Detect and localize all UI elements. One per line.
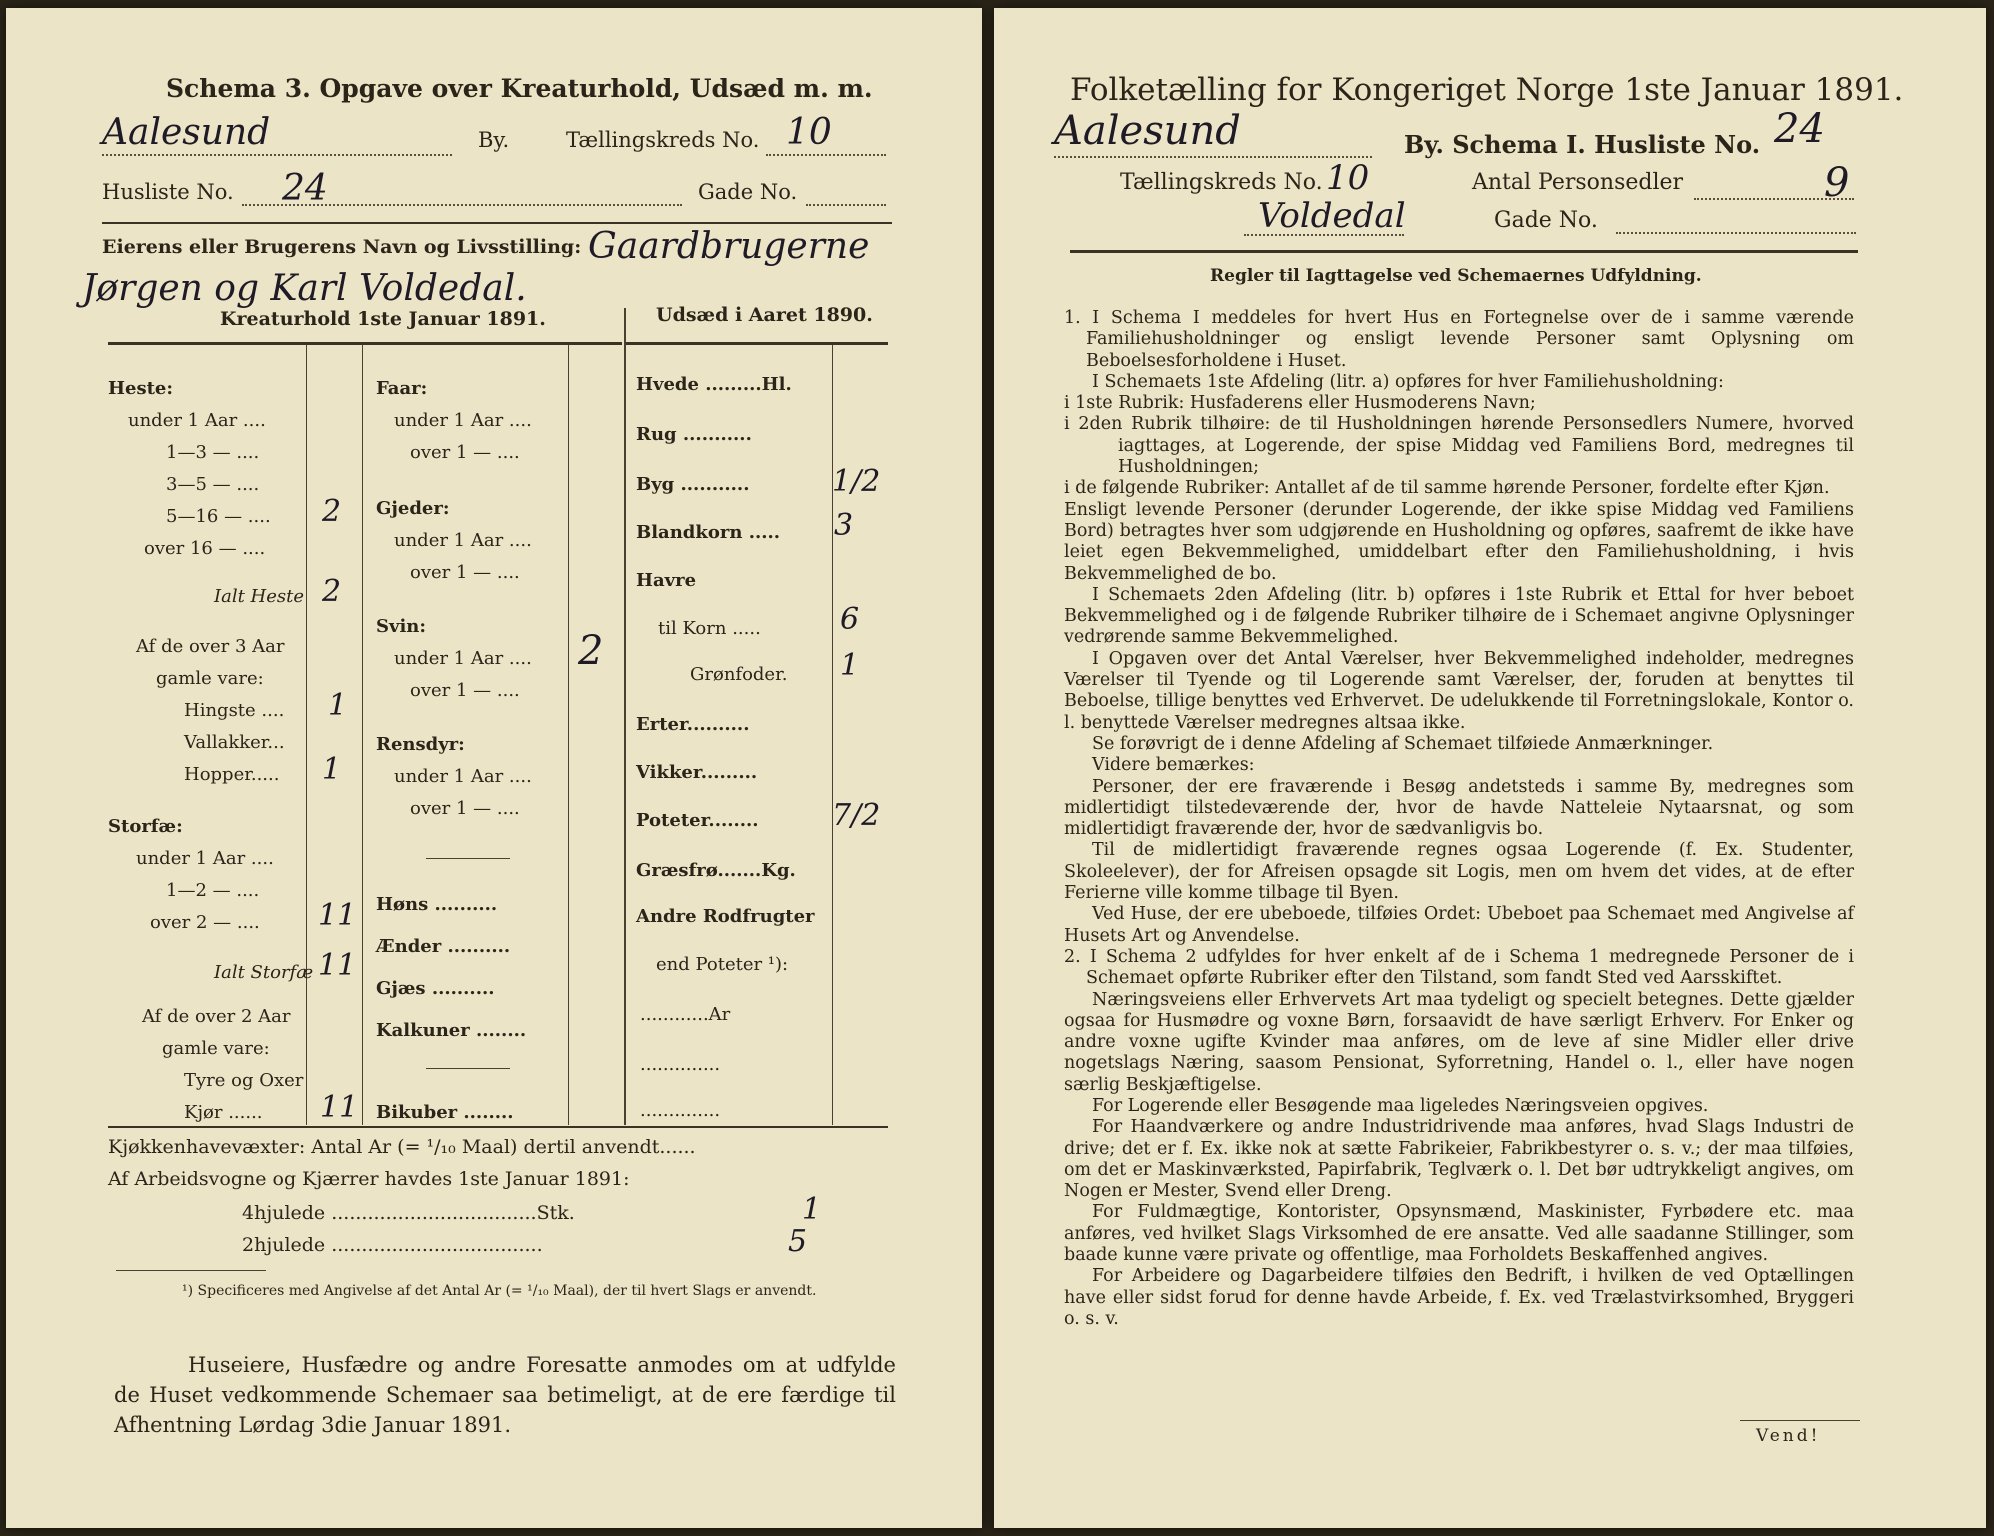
rule-14: 2. I Schema 2 udfyldes for hver enkelt af de i Schema 1 medregnede Personer de i Schemaet opførte Rubriker efter den Tilstand, som fandt Sted ved Aarsskiftet. [1064, 946, 1854, 989]
hjul4-value: 1 [802, 1192, 822, 1227]
heste-header: Heste: [108, 378, 174, 399]
hjul2-value: 5 [788, 1224, 808, 1259]
storfae-under1: under 1 Aar .... [136, 848, 274, 869]
kreds-value-right: 10 [1326, 158, 1370, 198]
havre-til-korn-value: 6 [840, 602, 860, 637]
rule-5: i de følgende Rubriker: Antallet af de til samme hørende Personer, fordelte efter Kjøn. [1064, 478, 1830, 499]
town-handwritten-right: Aalesund [1054, 108, 1241, 154]
rule-10: Videre bemærkes: [1092, 755, 1255, 776]
poteter-value: 7/2 [832, 798, 881, 833]
kreds-label: Tællingskreds No. [566, 128, 760, 152]
ialt-heste-value: 2 [322, 574, 342, 609]
storfae-over2: over 2 — .... [150, 912, 260, 933]
rensdyr-over1: over 1 — .... [410, 798, 520, 819]
gjeder-over1: over 1 — .... [410, 562, 520, 583]
faar-header: Faar: [376, 378, 428, 399]
hons: Høns .......... [376, 894, 498, 915]
blandkorn-value: 3 [834, 508, 854, 543]
storfae-over2-value: 11 [318, 898, 357, 933]
rule-13: Ved Huse, der ere ubeboede, tilføies Ordet: Ubeboet paa Schemaet med Angivelse af Husets Art og Anvendelse. [1064, 904, 1854, 946]
rules-text [1064, 308, 1854, 1330]
hopper-value: 1 [322, 752, 342, 787]
rule-15: Næringsveiens eller Erhvervets Art maa tydeligt og specielt betegnes. Dette gjælder ogsaa for Husmødre og voxne Børn, forsaavidt de have særligt Erhverv. For Enker og andre voxne ugifte Kvinder maa anføres, om de leve af sine Midler eller drive nogetslags Næring, saasom Pensionat, Syforretning, Handel o. l., eller have nogen særlig Beskjæftigelse. [1064, 989, 1854, 1095]
rule-9: Se forøvrigt de i denne Afdeling af Schemaet tilføiede Anmærkninger. [1092, 733, 1714, 754]
bikuber: Bikuber ........ [376, 1102, 514, 1123]
havre: Havre [636, 570, 697, 591]
rule-19: For Arbeidere og Dagarbeidere tilføies den Bedrift, i hvilken de ved Optællingen have eller sidst forud for denne havde Arbeide, f. Ex. ved Trælastvirksomhed, Bryggeri o. s. v. [1064, 1266, 1854, 1329]
heste-5-16: 5—16 — .... [166, 506, 271, 527]
gjeder-under1: under 1 Aar .... [394, 530, 532, 551]
rule-4: i 2den Rubrik tilhøire: de til Husholdningen hørende Personsedlers Numere, hvorved iagttages, at Logerende, der spise Middag ved Familiens Bord, medregnes til Husholdningen; [1064, 414, 1854, 478]
blandkorn: Blandkorn ..... [636, 522, 781, 543]
havre-til-korn: til Korn ..... [658, 618, 761, 639]
af-over-2-aar: Af de over 2 Aar [142, 1006, 291, 1027]
byg-value: 1/2 [832, 464, 881, 499]
af-over-3-aar: Af de over 3 Aar [136, 636, 285, 657]
gade-label-right: Gade No. [1494, 208, 1598, 233]
ialt-storfae-value: 11 [318, 948, 357, 983]
storfae-1-2: 1—2 — .... [166, 880, 260, 901]
antal-personsedler-value: 9 [1824, 160, 1850, 206]
kjokkenhave-line: Kjøkkenhavevæxter: Antal Ar (= ¹/₁₀ Maal) dertil anvendt...... [108, 1136, 696, 1158]
hingste: Hingste .... [184, 700, 285, 721]
rule-18: For Fuldmægtige, Kontorister, Opsynsmænd, Maskinister, Fyrbødere etc. maa anføres, ved hvilket Slags Virksomhed de ere ansatte. Ved alle saadanne Stillinger, som baade kunne være private og offentlige, maa Forholdets Beskaffenhed angives. [1064, 1202, 1854, 1266]
schema-3-title: Schema 3. Opgave over Kreaturhold, Udsæd m. m. [166, 74, 873, 103]
heste-under1: under 1 Aar .... [128, 410, 266, 431]
faar-under1: under 1 Aar .... [394, 410, 532, 431]
ialt-heste: Ialt Heste [214, 586, 305, 607]
heste-over16: over 16 — .... [144, 538, 266, 559]
left-page [6, 8, 982, 1528]
closing-note: Huseiere, Husfædre og andre Foresatte anmodes om at udfylde de Huset vedkommende Schemaer saa betimeligt, at de ere færdige til Afhentning Lørdag 3die Januar 1891. [114, 1353, 896, 1437]
section-udsaed: Udsæd i Aaret 1890. [656, 304, 873, 326]
heste-5-16-value: 2 [322, 494, 342, 529]
rensdyr-under1: under 1 Aar .... [394, 766, 532, 787]
rule-17: For Haandværkere og andre Industridrivende maa anføres, hvad Slags Industri de drive; det er f. Ex. ikke nok at sætte Fabrikeier, Fabrikbestyrer o. s. v.; der maa tilføies, om det er Maskinværksted, Papirfabrik, Teglværk o. l. Det bør udtrykkeligt angives, om Nogen er Mester, Svend eller Dreng. [1064, 1117, 1854, 1202]
kjor: Kjør ...... [184, 1102, 263, 1123]
svin-over1: over 1 — .... [410, 680, 520, 701]
vallakker: Vallakker... [184, 732, 285, 753]
tyre-og-oxer: Tyre og Oxer [184, 1070, 304, 1091]
rug: Rug ........... [636, 424, 752, 445]
by-schema-husliste: By. Schema I. Husliste No. [1404, 130, 1761, 159]
census-title: Folketælling for Kongeriget Norge 1ste Januar 1891. [1070, 72, 1904, 108]
gade-handwritten: Voldedal [1258, 196, 1406, 236]
aender: Ænder .......... [376, 936, 511, 957]
graesfro: Græsfrø.......Kg. [636, 860, 796, 881]
rule-6: Ensligt levende Personer (derunder Logerende, der ikke spise Middag ved Familiens Bord) betragtes hver som udgjørende en Husholdning og opføres, saafremt de ikke have leiet egen Bekvemmelighed, umiddelbart efter den Familiehusholdning, i hvis Bekvemmelighed de bo. [1064, 499, 1854, 584]
section-kreaturhold: Kreaturhold 1ste Januar 1891. [220, 308, 546, 330]
footnote: ¹) Specificeres med Angivelse af det Antal Ar (= ¹/₁₀ Maal), der til hvert Slags er anvendt. [182, 1283, 817, 1299]
hvede: Hvede .........Hl. [636, 374, 792, 395]
andre-rodfrugter: Andre Rodfrugter [636, 906, 815, 927]
hopper: Hopper..... [184, 764, 280, 785]
gjaes: Gjæs .......... [376, 978, 495, 999]
rensdyr-header: Rensdyr: [376, 734, 465, 755]
hjul2-label: 2hjulede ................................... [242, 1234, 543, 1256]
poteter: Poteter........ [636, 810, 759, 831]
right-page [994, 8, 1986, 1528]
by-label: By. [478, 128, 510, 152]
hjul4-label: 4hjulede ..................................Stk. [242, 1202, 575, 1224]
antal-personsedler-label: Antal Personsedler [1472, 170, 1684, 195]
svin-under1-value: 2 [578, 628, 604, 674]
vikker: Vikker......... [636, 762, 758, 783]
husliste-value-right: 24 [1774, 106, 1825, 152]
byg: Byg ........... [636, 474, 750, 495]
andre-blank-1: .............. [640, 1054, 721, 1075]
erter: Erter.......... [636, 714, 750, 735]
owner-label: Eierens eller Brugerens Navn og Livsstilling: [102, 236, 582, 258]
ialt-storfae: Ialt Storfæ [214, 962, 314, 983]
kjor-value: 11 [320, 1090, 359, 1125]
gamle-vare-2: gamle vare: [162, 1038, 270, 1059]
kreds-value: 10 [786, 112, 832, 153]
end-poteter: end Poteter ¹): [656, 954, 789, 975]
husliste-label: Husliste No. [102, 180, 234, 204]
rule-12: Til de midlertidigt fraværende regnes ogsaa Logerende (f. Ex. Studenter, Skoleelever), der for Afreisen opsagde sit Logis, men om hvem det vides, at de efter Ferierne ville komme tilbage til Byen. [1064, 840, 1854, 904]
rule-11: Personer, der ere fraværende i Besøg andetsteds i samme By, medregnes som midlertidigt tilstedeværende der, hvor de havde Natteleie Nytaarsnat, og som midlertidigt fraværende der, hvor de sædvanligvis bo. [1064, 776, 1854, 840]
andre-ar: ............Ar [640, 1004, 731, 1025]
rule-2: I Schemaets 1ste Afdeling (litr. a) opføres for hver Familiehusholdning: [1092, 371, 1724, 392]
havre-gronfoder: Grønfoder. [690, 664, 788, 685]
rule-3: i 1ste Rubrik: Husfaderens eller Husmoderens Navn; [1064, 393, 1536, 414]
vend-label: Vend! [1756, 1426, 1821, 1446]
rule-8: I Opgaven over det Antal Værelser, hver Bekvemmelighed indeholder, medregnes Værelser til Tyende og til Logerende samt Værelser, der, foruden at benyttes til Beboelse, tillige benyttes ved Erhvervet. De udelukkende til Forretningslokale, Kontor o. l. benyttede Værelser medregnes altsaa ikke. [1064, 648, 1854, 733]
gjeder-header: Gjeder: [376, 498, 450, 519]
heste-3-5: 3—5 — .... [166, 474, 260, 495]
town-handwritten: Aalesund [102, 112, 271, 153]
faar-over1: over 1 — .... [410, 442, 520, 463]
storfae-header: Storfæ: [108, 816, 183, 837]
owner-value-line1: Gaardbrugerne [588, 226, 870, 267]
rule-16: For Logerende eller Besøgende maa ligeledes Næringsveien opgives. [1092, 1095, 1709, 1116]
havre-gronfoder-value: 1 [840, 648, 860, 683]
andre-blank-2: .............. [640, 1100, 721, 1121]
rules-title: Regler til Iagttagelse ved Schemaernes Udfyldning. [1210, 266, 1702, 286]
kalkuner: Kalkuner ........ [376, 1020, 527, 1041]
husliste-value: 24 [282, 168, 328, 209]
kreds-label-right: Tællingskreds No. [1120, 170, 1323, 195]
svin-under1: under 1 Aar .... [394, 648, 532, 669]
rule-1: 1. I Schema I meddeles for hvert Hus en Fortegnelse over de i samme værende Familiehusholdninger og ensligt levende Personer samt Oplysning om Beboelsesforholdene i Huset. [1064, 308, 1854, 371]
heste-1-3: 1—3 — .... [166, 442, 260, 463]
svin-header: Svin: [376, 616, 427, 637]
rule-7: I Schemaets 2den Afdeling (litr. b) opføres i 1ste Rubrik et Ettal for hver beboet Bekvemmelighed og i de følgende Rubriker tilhøire de i Schemaet angivne Oplysninger vedrørende samme Bekvemmelighed. [1064, 584, 1854, 648]
owner-value-line2: Jørgen og Karl Voldedal. [82, 268, 527, 309]
gade-label: Gade No. [698, 180, 798, 204]
arbeidsvogne-line: Af Arbeidsvogne og Kjærrer havdes 1ste Januar 1891: [108, 1168, 630, 1190]
hingste-value: 1 [328, 688, 348, 723]
gamle-vare-3: gamle vare: [156, 668, 264, 689]
